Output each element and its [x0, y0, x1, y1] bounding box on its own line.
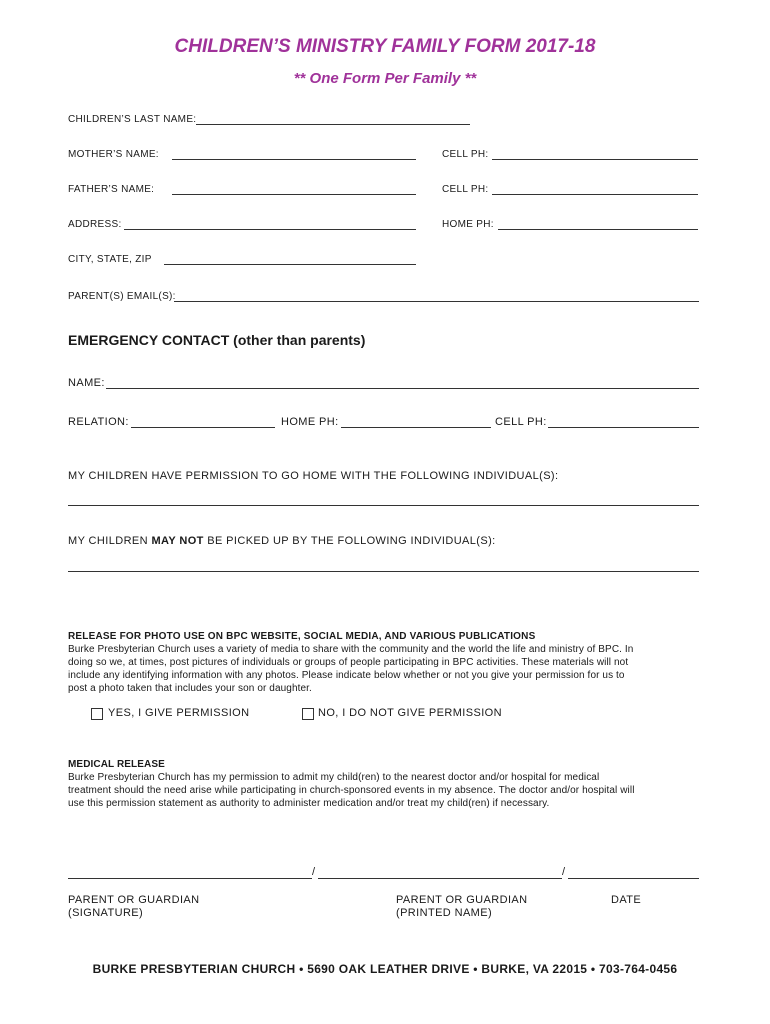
pickup-restriction-field[interactable]	[68, 571, 699, 572]
church-footer: BURKE PRESBYTERIAN CHURCH • 5690 OAK LEATHER DRIVE • BURKE, VA 22015 • 703-764-0456	[92, 962, 678, 976]
emergency-home-phone-label: HOME PH:	[281, 416, 339, 428]
email-field[interactable]	[174, 301, 699, 302]
photo-no-label: NO, I DO NOT GIVE PERMISSION	[318, 707, 502, 719]
medical-release-text-line: use this permission statement as authority to administer medication and/or treat my child(ren) if necessary.	[68, 798, 550, 809]
medical-release-heading: MEDICAL RELEASE	[68, 759, 165, 770]
signature-field[interactable]	[68, 878, 312, 879]
signature-label: PARENT OR GUARDIAN (SIGNATURE)	[68, 894, 200, 919]
medical-release-text-line: Burke Presbyterian Church has my permission to admit my child(ren) to the nearest doctor and/or hospital for medical	[68, 772, 600, 783]
last-name-field[interactable]	[196, 124, 470, 125]
emergency-cell-phone-label: CELL PH:	[495, 416, 547, 428]
form-title: CHILDREN’S MINISTRY FAMILY FORM 2017-18	[174, 36, 596, 57]
mother-name-field[interactable]	[172, 159, 416, 160]
photo-release-heading: RELEASE FOR PHOTO USE ON BPC WEBSITE, SOCIAL MEDIA, AND VARIOUS PUBLICATIONS	[68, 631, 536, 642]
photo-release-text-line: include any identifying information with any photos. Please indicate below whether or not you give your permission for us to	[68, 670, 625, 681]
signature-separator: /	[312, 866, 316, 878]
medical-release-section	[68, 758, 708, 810]
father-cell-field[interactable]	[492, 194, 698, 195]
emergency-home-phone-field[interactable]	[341, 427, 491, 428]
photo-yes-label: YES, I GIVE PERMISSION	[108, 707, 250, 719]
photo-release-text-line: Burke Presbyterian Church uses a variety of media to share with the community and the world the life and ministry of BPC. In	[68, 644, 634, 655]
emergency-name-label: NAME:	[68, 377, 105, 389]
home-phone-field[interactable]	[498, 229, 698, 230]
emergency-heading: EMERGENCY CONTACT (other than parents)	[68, 332, 366, 348]
father-name-label: FATHER’S NAME:	[68, 184, 155, 195]
pickup-permission-label: MY CHILDREN HAVE PERMISSION TO GO HOME WITH THE FOLLOWING INDIVIDUAL(S):	[68, 470, 559, 482]
pickup-permission-field[interactable]	[68, 505, 699, 506]
city-state-zip-field[interactable]	[164, 264, 416, 265]
date-field[interactable]	[568, 878, 699, 879]
emergency-cell-phone-field[interactable]	[548, 427, 699, 428]
father-cell-label: CELL PH:	[442, 184, 489, 195]
address-label: ADDRESS:	[68, 219, 122, 230]
mother-cell-field[interactable]	[492, 159, 698, 160]
photo-release-section	[68, 630, 708, 695]
form-subtitle: ** One Form Per Family **	[293, 70, 477, 87]
city-state-zip-label: CITY, STATE, ZIP	[68, 254, 152, 265]
photo-no-checkbox[interactable]	[302, 708, 314, 720]
emergency-relation-field[interactable]	[131, 427, 275, 428]
photo-yes-checkbox[interactable]	[91, 708, 103, 720]
date-label: DATE	[611, 894, 642, 906]
printed-name-label: PARENT OR GUARDIAN (PRINTED NAME)	[396, 894, 528, 919]
emergency-name-field[interactable]	[106, 388, 699, 389]
last-name-label: CHILDREN’S LAST NAME:	[68, 114, 197, 125]
home-phone-label: HOME PH:	[442, 219, 494, 230]
medical-release-text-line: treatment should the need arise while participating in church-sponsored events in my absence. The doctor and/or hospital will	[68, 785, 635, 796]
photo-release-text-line: doing so we, at times, post pictures of individuals or groups of people participating in BPC activities. These materials will not	[68, 657, 629, 668]
pickup-restriction-label: MY CHILDREN MAY NOT BE PICKED UP BY THE FOLLOWING INDIVIDUAL(S):	[68, 535, 496, 547]
emergency-relation-label: RELATION:	[68, 416, 129, 428]
photo-release-text-line: post a photo taken that includes your son or daughter.	[68, 683, 312, 694]
mother-cell-label: CELL PH:	[442, 149, 489, 160]
address-field[interactable]	[124, 229, 416, 230]
email-label: PARENT(S) EMAIL(S):	[68, 291, 176, 302]
father-name-field[interactable]	[172, 194, 416, 195]
mother-name-label: MOTHER’S NAME:	[68, 149, 159, 160]
printed-name-field[interactable]	[318, 878, 562, 879]
date-separator: /	[562, 866, 566, 878]
